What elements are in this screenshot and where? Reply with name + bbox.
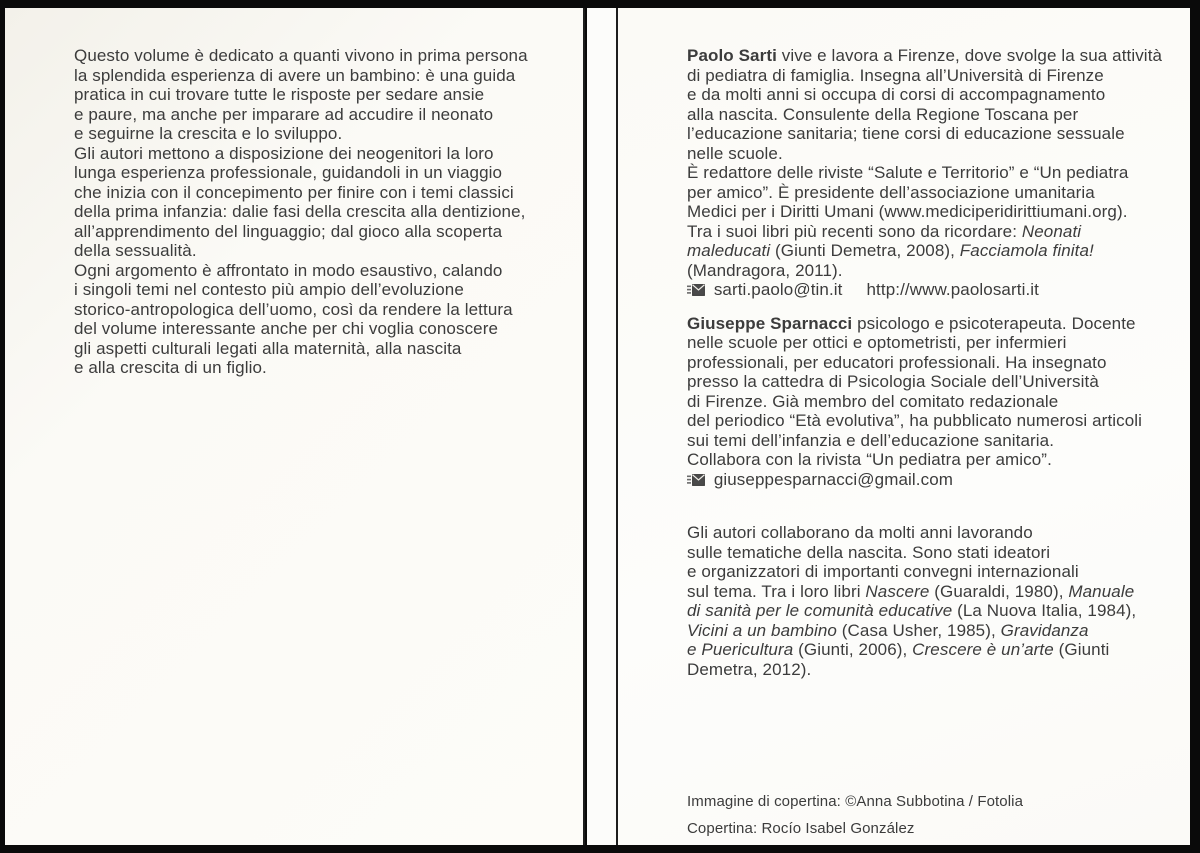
- email-icon: [687, 284, 705, 296]
- bio-paolo-sarti: [687, 46, 1177, 300]
- book-title: Crescere è un’arte: [912, 640, 1054, 659]
- book-title: Gravidanza: [1000, 620, 1089, 640]
- text-run: vive e lavora a Firenze, dove svolge la sua attività: [776, 46, 1163, 65]
- text-run: presso la cattedra di Psicologia Sociale dell’Università: [687, 372, 1099, 391]
- author-bios: [687, 46, 1177, 679]
- text-run: (Casa Usher, 1985),: [836, 620, 1001, 640]
- text-run: sulle tematiche della nascita. Sono stati ideatori: [687, 542, 1051, 562]
- text-run: professionali, per educatori professionali. Ha insegnato: [687, 352, 1107, 372]
- text-run: (Giunti Demetra, 2008),: [770, 241, 960, 260]
- bio-giuseppe-sparnacci: [687, 314, 1177, 490]
- book-title: di sanità per le comunità educative: [687, 601, 953, 620]
- text-run: di pediatra di famiglia. Insegna all’Università di Firenze: [687, 65, 1104, 85]
- text-run: Medici per i Diritti Umani (www.mediciperidirittiumani.org).: [687, 202, 1128, 221]
- book-title: Nascere: [865, 581, 930, 601]
- text-run: È redattore delle riviste “Salute e Territorio” e “Un pediatra: [687, 163, 1129, 182]
- text-run: alla nascita. Consulente della Regione Toscana per: [687, 104, 1079, 124]
- text-run: Gli autori collaborano da molti anni lavorando: [687, 523, 1033, 542]
- text-run: (Giunti, 2006),: [793, 640, 913, 659]
- text-run: Collabora con la rivista “Un pediatra per amico”.: [687, 450, 1052, 469]
- text-run: psicologo e psicoterapeuta. Docente: [852, 313, 1136, 333]
- text-run: sui temi dell’infanzia e dell’educazione sanitaria.: [687, 430, 1055, 450]
- text-run: di Firenze. Già membro del comitato redazionale: [687, 391, 1059, 411]
- text-run: (Guaraldi, 1980),: [929, 581, 1069, 601]
- book-description-text: Questo volume è dedicato a quanti vivono in prima persona la splendida esperienza di avere un bambino: è una guida pratica in cui trovare tutte le risposte per sedare ansie e paure, ma anche per imparare ad accudire il neonato e seguirne la crescita e lo sviluppo. Gli autori mettono a disposizione dei neogenitori la loro lunga esperienza professionale, guidandoli in un viaggio che inizia con il concepimento per finire con i temi classici della prima infanzia: dalie fasi della crescita alla dentizione, all’apprendimento del linguaggio; dal gioco alla scoperta della sessualità. Ogni argomento è affrontato in modo esaustivo, calando i singoli temi nel contesto più ampio dell’evoluzione storico-antropologica dell’uomo, così da rendere la lettura del volume interessante anche per chi voglia conoscere gli aspetti culturali legati alla maternità, alla nascita e alla crescita di un figlio.: [74, 46, 528, 377]
- author-name: Paolo Sarti: [687, 46, 777, 65]
- page-gutter: [587, 8, 616, 845]
- text-run: l’educazione sanitaria; tiene corsi di educazione sessuale: [687, 124, 1125, 143]
- author-name: Giuseppe Sparnacci: [687, 313, 853, 333]
- left-page: [5, 8, 585, 845]
- cover-credits: [687, 788, 1177, 842]
- text-run: del periodico “Età evolutiva”, ha pubblicato numerosi articoli: [687, 411, 1143, 430]
- text-run: sarti.paolo@tin.it: [709, 280, 843, 299]
- credit-cover-image-line: Immagine di copertina: ©Anna Subbotina / Fotolia: [687, 793, 1024, 810]
- text-run: nelle scuole per ottici e optometristi, per infermieri: [687, 333, 1067, 352]
- right-page: [616, 8, 1190, 845]
- text-run: http://www.paolosarti.it: [866, 280, 1039, 299]
- text-run: e organizzatori di importanti convegni internazionali: [687, 562, 1079, 581]
- book-title: e Puericultura: [687, 640, 794, 659]
- book-title: Manuale: [1068, 581, 1135, 601]
- credit-cover-design-line: Copertina: Rocío Isabel González: [687, 820, 915, 837]
- book-title: Facciamola finita!: [959, 241, 1094, 260]
- book-title: Vicini a un bambino: [687, 620, 837, 640]
- text-run: (Giunti: [1053, 640, 1110, 659]
- text-run: (La Nuova Italia, 1984),: [952, 601, 1137, 620]
- text-run: nelle scuole.: [687, 143, 783, 163]
- text-run: (Mandragora, 2011).: [687, 260, 843, 280]
- text-run: giuseppesparnacci@gmail.com: [709, 469, 954, 489]
- text-run: Demetra, 2012).: [687, 659, 812, 679]
- authors-joint-note: [687, 523, 1177, 679]
- text-run: per amico”. È presidente dell’associazione umanitaria: [687, 182, 1095, 202]
- text-run: e da molti anni si occupa di corsi di accompagnamento: [687, 85, 1106, 104]
- book-title: maleducati: [687, 241, 771, 260]
- text-run: Tra i suoi libri più recenti sono da ricordare:: [687, 221, 1022, 241]
- email-icon: [687, 474, 705, 486]
- text-run: sul tema. Tra i loro libri: [687, 581, 866, 601]
- book-title: Neonati: [1021, 221, 1082, 241]
